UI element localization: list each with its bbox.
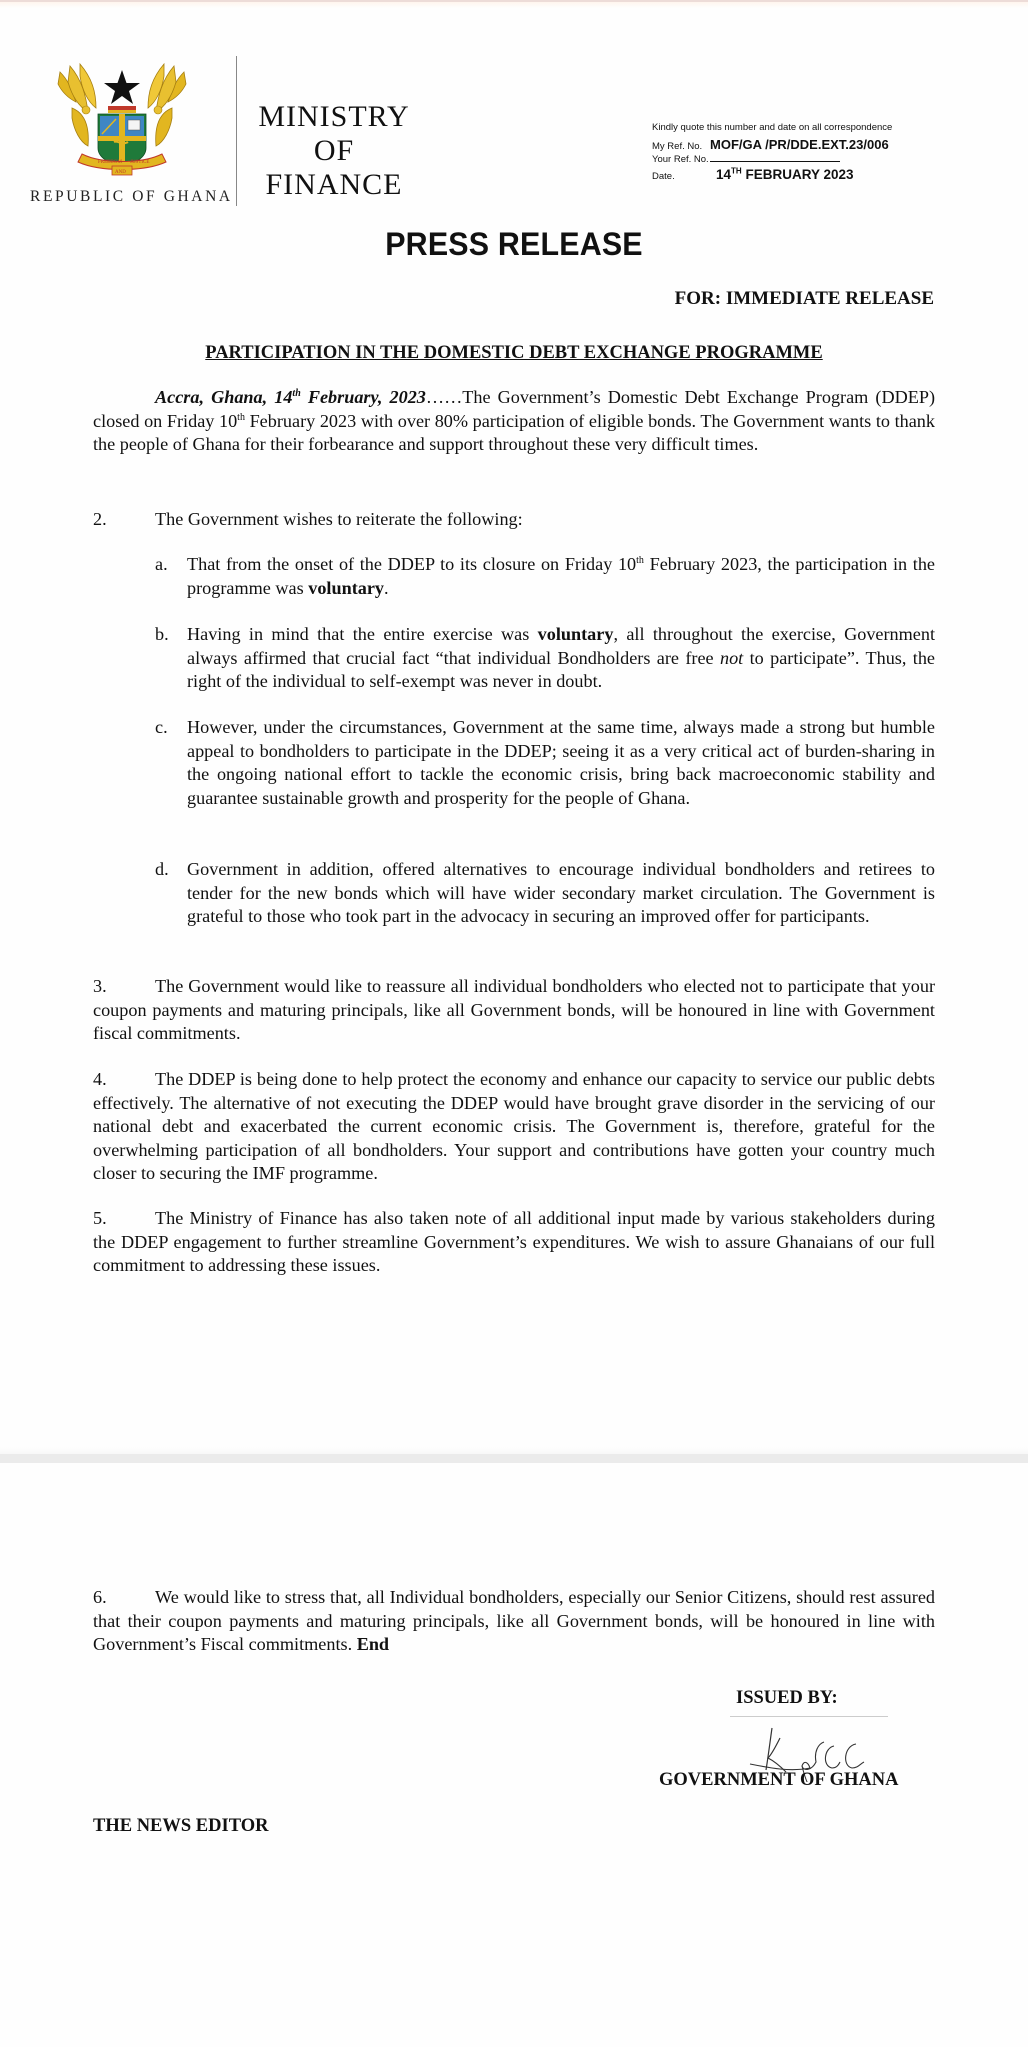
motto-justice: JUSTICE <box>130 160 150 165</box>
headline: PARTICIPATION IN THE DOMESTIC DEBT EXCHANGE PROGRAMME <box>205 343 823 363</box>
list-letter: c. <box>155 717 168 737</box>
dateline-rest: February, 2023 <box>300 387 426 407</box>
my-ref-row <box>652 137 892 151</box>
paragraph-text: The Ministry of Finance has also taken note of all additional input made by various stakeholders during the DDEP engagement to further streamline Government’s expenditures. We wish to assure Ghanaians of our full commitment to addressing these issues. <box>93 1208 935 1276</box>
ministry-line-2: OF <box>313 134 355 167</box>
list-letter: d. <box>155 859 169 879</box>
emphasis-bold: voluntary <box>308 577 385 598</box>
motto-freedom: FREEDOM <box>98 160 122 165</box>
shield <box>98 114 146 166</box>
paragraph-number: 5. <box>93 1208 107 1228</box>
republic-of-ghana-label: REPUBLIC OF GHANA <box>30 188 233 205</box>
your-ref-row <box>652 151 892 165</box>
list-item-b <box>155 623 935 694</box>
page-break-fade <box>0 1447 1028 1454</box>
list-text: Government in addition, offered alternatives to encourage individual bondholders and retirees to tender for the new bonds which will have wider secondary market circulation. The Government is grateful to those who took part in the advocacy in securing an improved offer for participants. <box>187 859 935 927</box>
black-star-icon <box>104 70 140 104</box>
text-part: , all throughout the exercise, Government always affirmed that crucial fact “that individual Bondholders are free <box>187 624 936 668</box>
ghana-coat-of-arms-icon <box>52 62 192 180</box>
intro-text: ……The Government’s Domestic Debt Exchange Program (DDEP) closed on Friday 10 <box>93 387 935 431</box>
list-text <box>187 553 935 600</box>
my-ref-label: My Ref. No. <box>652 141 703 152</box>
paragraph-text: The Government wishes to reiterate the following: <box>155 509 523 529</box>
list-item-a <box>155 553 935 600</box>
left-eagle <box>58 64 96 146</box>
release-type: FOR: IMMEDIATE RELEASE <box>674 288 934 309</box>
issued-by-label: ISSUED BY: <box>736 1688 838 1708</box>
issuer-name: GOVERNMENT OF GHANA <box>659 1770 899 1790</box>
paragraph-4 <box>93 1068 935 1186</box>
header-divider <box>236 56 237 206</box>
text-part: . <box>384 577 389 598</box>
dateline-sup: th <box>292 387 301 399</box>
emphasis-bold: voluntary <box>537 624 614 644</box>
my-ref-value: MOF/GA /PR/DDE.EXT.23/006 <box>710 137 889 152</box>
your-ref-label: Your Ref. No. <box>652 154 709 165</box>
date-suffix: TH <box>731 166 742 176</box>
ministry-line-1: MINISTRY <box>258 100 410 133</box>
paragraph-text: The DDEP is being done to help protect the economy and enhance our capacity to service our public debts effectively. The alternative of not executing the DDEP would have brought grave disorder in the servicing of our national debt and exacerbated the current economic crisis. The Government is, therefore, grateful for the overwhelming participation of all bondholders. Your support and contributions have gotten your country much closer to securing the IMF programme. <box>93 1069 935 1184</box>
date-rest: FEBRUARY 2023 <box>741 167 854 182</box>
list-item-c <box>155 716 935 810</box>
text-part: to participate”. Thus, the right of the individual to self-exempt was never in doubt. <box>187 647 936 692</box>
intro-text-rest: February 2023 with over 80% participation of eligible bonds. The Government wants to thank the people of Ghana for their forbearance and support throughout these very difficult times. <box>93 410 935 455</box>
text-part: That from the onset of the DDEP to its closure on Friday 10 <box>187 554 637 574</box>
intro-sup: th <box>237 411 245 423</box>
paragraph-number: 4. <box>93 1069 107 1089</box>
emphasis-italic: not <box>719 647 744 668</box>
list-letter: b. <box>155 624 169 644</box>
list-letter: a. <box>155 554 168 574</box>
list-text <box>187 623 935 694</box>
list-item-d <box>155 858 935 929</box>
paragraph-number: 6. <box>93 1587 107 1607</box>
page-break <box>0 1454 1028 1463</box>
text-part: Having in mind that the entire exercise was <box>187 624 538 644</box>
paragraph-number: 2. <box>93 509 107 529</box>
top-fade <box>0 2 1028 8</box>
signature-line <box>730 1716 888 1717</box>
dateline: Accra, Ghana, 14 <box>155 387 293 407</box>
date-label: Date. <box>652 171 675 182</box>
paragraph-text: The Government would like to reassure all individual bondholders who elected not to participate that your coupon payments and maturing principals, like all Government bonds, will be honoured in line with Government fiscal commitments. <box>93 976 935 1044</box>
date-day: 14 <box>716 167 732 182</box>
ministry-logo-text <box>246 100 422 202</box>
paragraph-5 <box>93 1207 935 1278</box>
recipient: THE NEWS EDITOR <box>93 1816 269 1836</box>
text-sup: th <box>636 554 644 566</box>
your-ref-blank <box>710 151 840 162</box>
paragraph-3 <box>93 975 935 1046</box>
motto-and: AND <box>115 170 126 175</box>
ministry-line-3: FINANCE <box>265 168 403 201</box>
right-eagle <box>148 64 186 146</box>
text-part: February 2023, the participation in the programme was <box>187 554 935 598</box>
paragraph-text: We would like to stress that, all Individual bondholders, especially our Senior Citizens, should rest assured that their coupon payments and maturing principals, like all Government bonds, will be honoured in line with Government’s Fiscal commitments. <box>93 1587 935 1655</box>
end-marker: End <box>356 1634 390 1655</box>
intro-paragraph <box>93 386 935 457</box>
date-value <box>716 167 854 182</box>
page-title: PRESS RELEASE <box>385 226 643 262</box>
reference-block <box>652 122 892 181</box>
paragraph-2 <box>93 508 935 532</box>
reference-note: Kindly quote this number and date on all correspondence <box>652 122 893 133</box>
list-text: However, under the circumstances, Government at the same time, always made a strong but humble appeal to bondholders to participate in the DDEP; seeing it as a very critical act of burden-sharing in the ongoing national effort to tackle the economic crisis, bring back macroeconomic stability and guarantee sustainable growth and prosperity for the people of Ghana. <box>187 717 935 808</box>
paragraph-6 <box>93 1586 935 1657</box>
paragraph-number: 3. <box>93 976 107 996</box>
date-row <box>652 167 892 181</box>
